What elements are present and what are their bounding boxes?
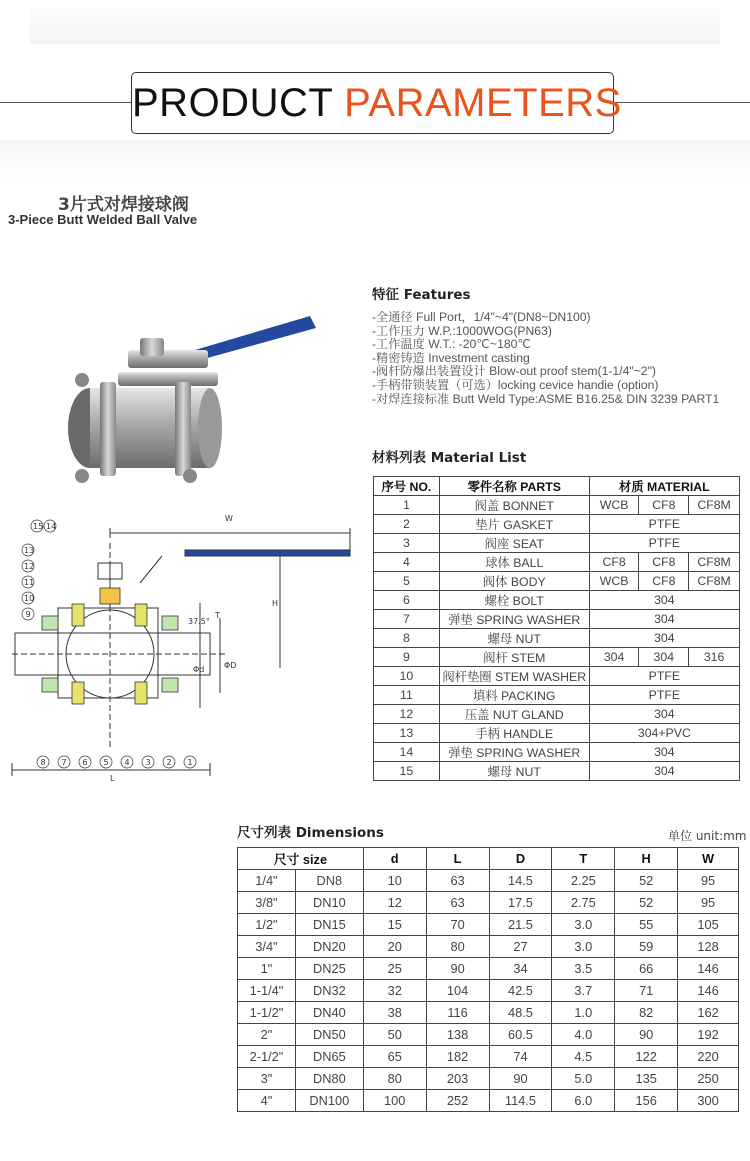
handle-bar (185, 550, 350, 556)
dimension-cell: 52 (615, 892, 678, 914)
dimension-cell: 146 (678, 980, 739, 1002)
dimension-cell: 156 (615, 1090, 678, 1112)
callout-top-6: 9 (25, 610, 31, 619)
dimension-cell: 2.25 (552, 870, 615, 892)
row-material: CF8 (639, 572, 689, 591)
callout-top-3: 12 (24, 562, 35, 571)
dimension-cell: 1" (238, 958, 296, 980)
header-size: 尺寸 size (238, 848, 364, 870)
callout-top-4: 11 (24, 578, 35, 587)
dimension-cell: 4.5 (552, 1046, 615, 1068)
row-material: PTFE (589, 667, 739, 686)
dimension-cell: 3/4" (238, 936, 296, 958)
dimension-cell: 12 (363, 892, 426, 914)
dimension-cell: DN65 (295, 1046, 363, 1068)
row-part: 阀体 BODY (439, 572, 589, 591)
callout-top-5: 10 (24, 594, 35, 603)
feature-item: -工作温度 W.T.: -20℃~180℃ (372, 337, 532, 352)
dimension-cell: 65 (363, 1046, 426, 1068)
row-material: PTFE (589, 534, 739, 553)
valve-photo (60, 300, 340, 500)
material-row (374, 667, 740, 686)
header-t: T (552, 848, 615, 870)
dimension-cell: 48.5 (489, 1002, 552, 1024)
dimension-cell: DN80 (295, 1068, 363, 1090)
dimension-cell: 1-1/2" (238, 1002, 296, 1024)
dimension-cell: 2.75 (552, 892, 615, 914)
dimension-row (238, 1046, 739, 1068)
material-row (374, 629, 740, 648)
dimension-cell: 114.5 (489, 1090, 552, 1112)
dimension-cell: 220 (678, 1046, 739, 1068)
row-material: 304 (589, 610, 739, 629)
dimension-cell: 74 (489, 1046, 552, 1068)
row-no: 15 (374, 762, 440, 781)
row-no: 10 (374, 667, 440, 686)
dimension-cell: 1/2" (238, 914, 296, 936)
dimension-cell: 4.0 (552, 1024, 615, 1046)
feature-item: -阀杆防爆出装置设计 Blow-out proof stem(1-1/4"~2") (372, 364, 656, 379)
row-part: 阀座 SEAT (439, 534, 589, 553)
row-material: PTFE (589, 686, 739, 705)
feature-item: -手柄带锁装置（可选）locking cevice handie (option) (372, 377, 659, 392)
row-no: 7 (374, 610, 440, 629)
dimension-row (238, 1024, 739, 1046)
dimension-cell: DN32 (295, 980, 363, 1002)
dim-t: T (215, 611, 220, 620)
dimension-cell: DN20 (295, 936, 363, 958)
header-l: L (426, 848, 489, 870)
dimension-cell: 162 (678, 1002, 739, 1024)
callout-bottom-1: 7 (61, 758, 67, 767)
dimension-cell: 20 (363, 936, 426, 958)
row-material: 304 (589, 591, 739, 610)
dimension-cell: DN10 (295, 892, 363, 914)
material-header-row (374, 477, 740, 496)
material-row (374, 686, 740, 705)
dimension-cell: 80 (426, 936, 489, 958)
dimension-cell: 42.5 (489, 980, 552, 1002)
callout-bottom-0: 8 (40, 758, 46, 767)
dimension-cell: 10 (363, 870, 426, 892)
dim-d: Φd (193, 665, 205, 674)
dimensions-table (237, 847, 739, 1112)
dimension-cell: 15 (363, 914, 426, 936)
row-part: 球体 BALL (439, 553, 589, 572)
dimension-cell: 55 (615, 914, 678, 936)
row-material: 316 (689, 648, 740, 667)
dimension-cell: 138 (426, 1024, 489, 1046)
dimension-cell: 1/4" (238, 870, 296, 892)
product-name-en: 3-Piece Butt Welded Ball Valve (8, 212, 198, 227)
dimension-cell: 63 (426, 870, 489, 892)
dimension-cell: 59 (615, 936, 678, 958)
feature-item: -精密铸造 Investment casting (372, 350, 530, 365)
row-part: 弹垫 SPRING WASHER (439, 743, 589, 762)
dimension-cell: 90 (489, 1068, 552, 1090)
features-title: 特征 Features (372, 287, 471, 303)
dimension-cell: 21.5 (489, 914, 552, 936)
dimension-row (238, 914, 739, 936)
row-material: 304 (589, 762, 739, 781)
dimension-cell: 3/8" (238, 892, 296, 914)
row-no: 2 (374, 515, 440, 534)
row-material: 304+PVC (589, 724, 739, 743)
dimension-cell: 203 (426, 1068, 489, 1090)
callout-bottom-4: 4 (124, 758, 130, 767)
title-rule-right (614, 102, 750, 103)
dimension-cell: 2-1/2" (238, 1046, 296, 1068)
row-material: CF8M (689, 496, 740, 515)
dimension-cell: 1.0 (552, 1002, 615, 1024)
dimension-cell: 122 (615, 1046, 678, 1068)
dimension-cell: DN8 (295, 870, 363, 892)
row-no: 1 (374, 496, 440, 515)
material-row (374, 572, 740, 591)
row-no: 8 (374, 629, 440, 648)
dimension-cell: 17.5 (489, 892, 552, 914)
top-decor-strip (30, 8, 720, 44)
dimension-row (238, 936, 739, 958)
callout-top-2: 13 (24, 546, 35, 555)
handle-grip (195, 316, 316, 360)
row-part: 垫片 GASKET (439, 515, 589, 534)
unit-label: 单位 unit:mm (668, 829, 747, 843)
dimension-cell: 1-1/4" (238, 980, 296, 1002)
callout-bottom-6: 2 (166, 758, 172, 767)
dim-angle: 37.5° (188, 617, 210, 626)
dimension-row (238, 958, 739, 980)
dim-D: ΦD (224, 661, 237, 670)
dimension-cell: 3.0 (552, 936, 615, 958)
row-no: 12 (374, 705, 440, 724)
dimension-cell: 2" (238, 1024, 296, 1046)
dimension-row (238, 980, 739, 1002)
dim-h: H (272, 599, 279, 608)
dimension-cell: 14.5 (489, 870, 552, 892)
page-title (131, 72, 622, 134)
dimension-cell: 252 (426, 1090, 489, 1112)
row-part: 螺栓 BOLT (439, 591, 589, 610)
material-row (374, 591, 740, 610)
row-material: 304 (639, 648, 689, 667)
header-d: d (363, 848, 426, 870)
dimension-cell: 104 (426, 980, 489, 1002)
dimension-row (238, 892, 739, 914)
row-material: 304 (589, 705, 739, 724)
row-part: 阀盖 BONNET (439, 496, 589, 515)
material-table (373, 476, 740, 781)
material-row (374, 515, 740, 534)
dimension-cell: 25 (363, 958, 426, 980)
row-material: WCB (589, 496, 639, 515)
material-row (374, 724, 740, 743)
row-part: 螺母 NUT (439, 762, 589, 781)
row-material: CF8 (639, 553, 689, 572)
dimension-cell: 182 (426, 1046, 489, 1068)
dimension-cell: 3.5 (552, 958, 615, 980)
row-no: 13 (374, 724, 440, 743)
dimension-cell: 32 (363, 980, 426, 1002)
callout-bottom-2: 6 (82, 758, 88, 767)
valve-drawing (10, 508, 360, 783)
dimension-cell: 3.7 (552, 980, 615, 1002)
dimension-cell: 4" (238, 1090, 296, 1112)
header-material: 材质 MATERIAL (589, 477, 739, 496)
features-list (372, 311, 750, 406)
dimension-cell: 95 (678, 870, 739, 892)
row-material: 304 (589, 648, 639, 667)
row-material: 304 (589, 629, 739, 648)
material-row (374, 705, 740, 724)
dimension-cell: 60.5 (489, 1024, 552, 1046)
dimension-cell: 250 (678, 1068, 739, 1090)
fade-band (0, 140, 750, 180)
dimension-cell: DN50 (295, 1024, 363, 1046)
dimension-cell: 3.0 (552, 914, 615, 936)
row-no: 14 (374, 743, 440, 762)
row-no: 11 (374, 686, 440, 705)
dimension-cell: 128 (678, 936, 739, 958)
dimension-row (238, 1002, 739, 1024)
row-material: CF8M (689, 553, 740, 572)
dimension-cell: 135 (615, 1068, 678, 1090)
material-row (374, 648, 740, 667)
callout-bottom-7: 1 (187, 758, 193, 767)
material-row (374, 496, 740, 515)
row-material: CF8 (589, 553, 639, 572)
callout-bottom-3: 5 (103, 758, 109, 767)
dimension-cell: 6.0 (552, 1090, 615, 1112)
material-row (374, 743, 740, 762)
header-no: 序号 NO. (374, 477, 440, 496)
material-row (374, 534, 740, 553)
feature-item: -全通径 Full Port，1/4"~4"(DN8~DN100) (372, 311, 591, 324)
material-row (374, 553, 740, 572)
row-part: 阀杆 STEM (439, 648, 589, 667)
row-no: 5 (374, 572, 440, 591)
row-part: 填料 PACKING (439, 686, 589, 705)
material-list-title: 材料列表 Material List (372, 450, 527, 466)
dimension-cell: 66 (615, 958, 678, 980)
feature-item: -对焊连接标准 Butt Weld Type:ASME B16.25& DIN 3239 PART1 (372, 391, 720, 406)
product-name-cn: 3片式对焊接球阀 (58, 195, 189, 215)
header-parts: 零件名称 PARTS (439, 477, 589, 496)
row-no: 6 (374, 591, 440, 610)
dimension-cell: 27 (489, 936, 552, 958)
dimension-cell: DN25 (295, 958, 363, 980)
dimension-cell: 105 (678, 914, 739, 936)
row-no: 3 (374, 534, 440, 553)
dimension-cell: 146 (678, 958, 739, 980)
dimension-cell: 95 (678, 892, 739, 914)
row-material: CF8M (689, 572, 740, 591)
dimension-cell: 192 (678, 1024, 739, 1046)
row-no: 9 (374, 648, 440, 667)
dimension-cell: 80 (363, 1068, 426, 1090)
feature-item: -工作压力 W.P.:1000WOG(PN63) (372, 323, 552, 338)
material-row (374, 762, 740, 781)
dimension-cell: 70 (426, 914, 489, 936)
callout-bottom-5: 3 (145, 758, 151, 767)
dimension-cell: 82 (615, 1002, 678, 1024)
dimensions-header-row (238, 848, 739, 870)
row-part: 阀杆垫圈 STEM WASHER (439, 667, 589, 686)
header-D: D (489, 848, 552, 870)
row-part: 弹垫 SPRING WASHER (439, 610, 589, 629)
callout-top-1: 14 (46, 522, 57, 531)
row-material: PTFE (589, 515, 739, 534)
title-orange: PARAMETERS (344, 81, 622, 125)
dimensions-title: 尺寸列表 Dimensions (237, 825, 384, 841)
header-h: H (615, 848, 678, 870)
dimension-cell: 3" (238, 1068, 296, 1090)
dimension-cell: 100 (363, 1090, 426, 1112)
dimension-cell: 71 (615, 980, 678, 1002)
row-no: 4 (374, 553, 440, 572)
dimension-cell: DN100 (295, 1090, 363, 1112)
row-part: 手柄 HANDLE (439, 724, 589, 743)
dimension-cell: 63 (426, 892, 489, 914)
dimension-row (238, 1090, 739, 1112)
dimension-row (238, 1068, 739, 1090)
dim-l: L (110, 774, 115, 783)
row-material: 304 (589, 743, 739, 762)
dimension-cell: 90 (426, 958, 489, 980)
row-part: 压盖 NUT GLAND (439, 705, 589, 724)
header-w: W (678, 848, 739, 870)
dimension-cell: 90 (615, 1024, 678, 1046)
dimension-cell: 38 (363, 1002, 426, 1024)
dimension-cell: 50 (363, 1024, 426, 1046)
dimension-cell: 300 (678, 1090, 739, 1112)
dimension-row (238, 870, 739, 892)
dim-w: W (225, 514, 233, 523)
dimension-cell: 52 (615, 870, 678, 892)
dimension-cell: 34 (489, 958, 552, 980)
dimension-cell: 5.0 (552, 1068, 615, 1090)
row-material: WCB (589, 572, 639, 591)
row-part: 螺母 NUT (439, 629, 589, 648)
material-row (374, 610, 740, 629)
dimension-cell: 116 (426, 1002, 489, 1024)
row-material: CF8 (639, 496, 689, 515)
title-dark: PRODUCT (132, 81, 345, 125)
dimension-cell: DN40 (295, 1002, 363, 1024)
dimension-cell: DN15 (295, 914, 363, 936)
title-rule-left (0, 102, 131, 103)
callout-top-0: 15 (33, 522, 44, 531)
